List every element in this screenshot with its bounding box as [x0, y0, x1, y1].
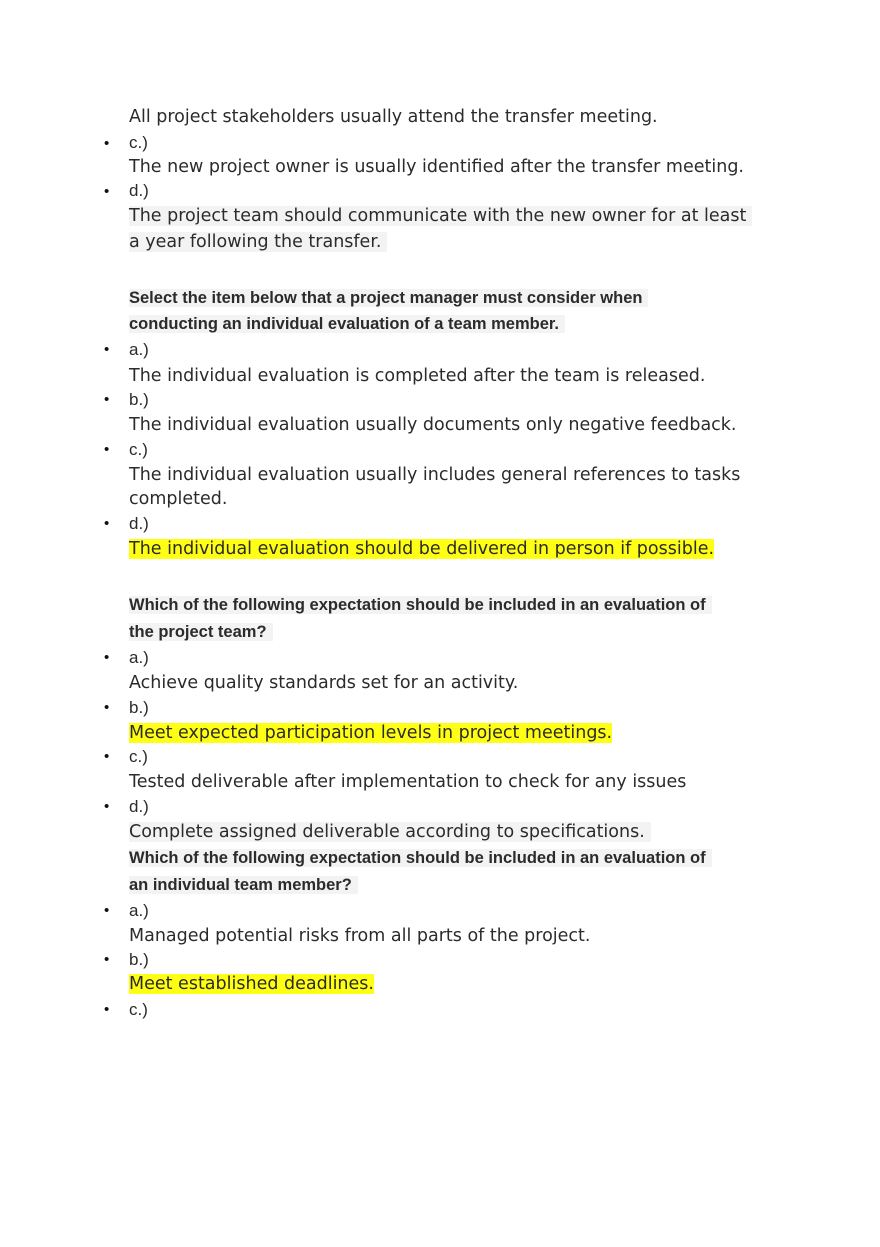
option-text: The new project owner is usually identified after the transfer meeting.	[129, 157, 744, 177]
option-text: a year following the transfer.	[129, 230, 387, 254]
question-1-title: Select the item below that a project manager must consider when	[129, 285, 648, 312]
bullet: •	[104, 951, 110, 968]
bullet: •	[104, 902, 110, 919]
option-label: b.)	[129, 698, 149, 717]
option-label: c.)	[129, 440, 148, 459]
option-label: b.)	[129, 390, 149, 409]
option-label: a.)	[129, 648, 149, 667]
option-text: Managed potential risks from all parts of the project.	[129, 926, 591, 946]
bullet: •	[104, 798, 110, 815]
bullet: •	[104, 441, 110, 458]
option-label: c.)	[129, 133, 148, 152]
bullet: •	[104, 515, 110, 532]
option-text: The individual evaluation usually documents only negative feedback.	[129, 415, 737, 435]
option-label: a.)	[129, 340, 149, 359]
bullet: •	[104, 391, 110, 408]
option-label: d.)	[129, 181, 149, 200]
question-2-title: Which of the following expectation should be included in an evaluation of	[129, 592, 712, 619]
question-3-title: an individual team member?	[129, 872, 358, 899]
option-text: The individual evaluation usually includes general references to tasks	[129, 465, 741, 485]
option-text-highlighted: Meet expected participation levels in project meetings.	[129, 723, 613, 743]
option-text-highlighted: The individual evaluation should be delivered in person if possible.	[129, 539, 715, 559]
option-label: c.)	[129, 747, 148, 766]
bullet: •	[104, 135, 110, 152]
intro-line: All project stakeholders usually attend the transfer meeting.	[129, 107, 658, 127]
bullet: •	[104, 649, 110, 666]
option-label: a.)	[129, 901, 149, 920]
option-text: Tested deliverable after implementation to check for any issues	[129, 772, 687, 792]
bullet: •	[104, 183, 110, 200]
bullet: •	[104, 699, 110, 716]
option-text: completed.	[129, 489, 228, 509]
option-text: Achieve quality standards set for an activity.	[129, 673, 519, 693]
option-label: c.)	[129, 1000, 148, 1019]
option-label: d.)	[129, 514, 149, 533]
bullet: •	[104, 748, 110, 765]
question-3-title: Which of the following expectation should be included in an evaluation of	[129, 845, 712, 872]
question-2-title: the project team?	[129, 619, 273, 646]
option-text: The project team should communicate with the new owner for at least	[129, 204, 752, 228]
option-text: Complete assigned deliverable according to specifications.	[129, 820, 651, 844]
option-text: The individual evaluation is completed after the team is released.	[129, 366, 706, 386]
bullet: •	[104, 341, 110, 358]
option-text-highlighted: Meet established deadlines.	[129, 974, 374, 994]
question-1-title: conducting an individual evaluation of a team member.	[129, 311, 565, 338]
bullet: •	[104, 1001, 110, 1018]
option-label: b.)	[129, 950, 149, 969]
option-label: d.)	[129, 797, 149, 816]
